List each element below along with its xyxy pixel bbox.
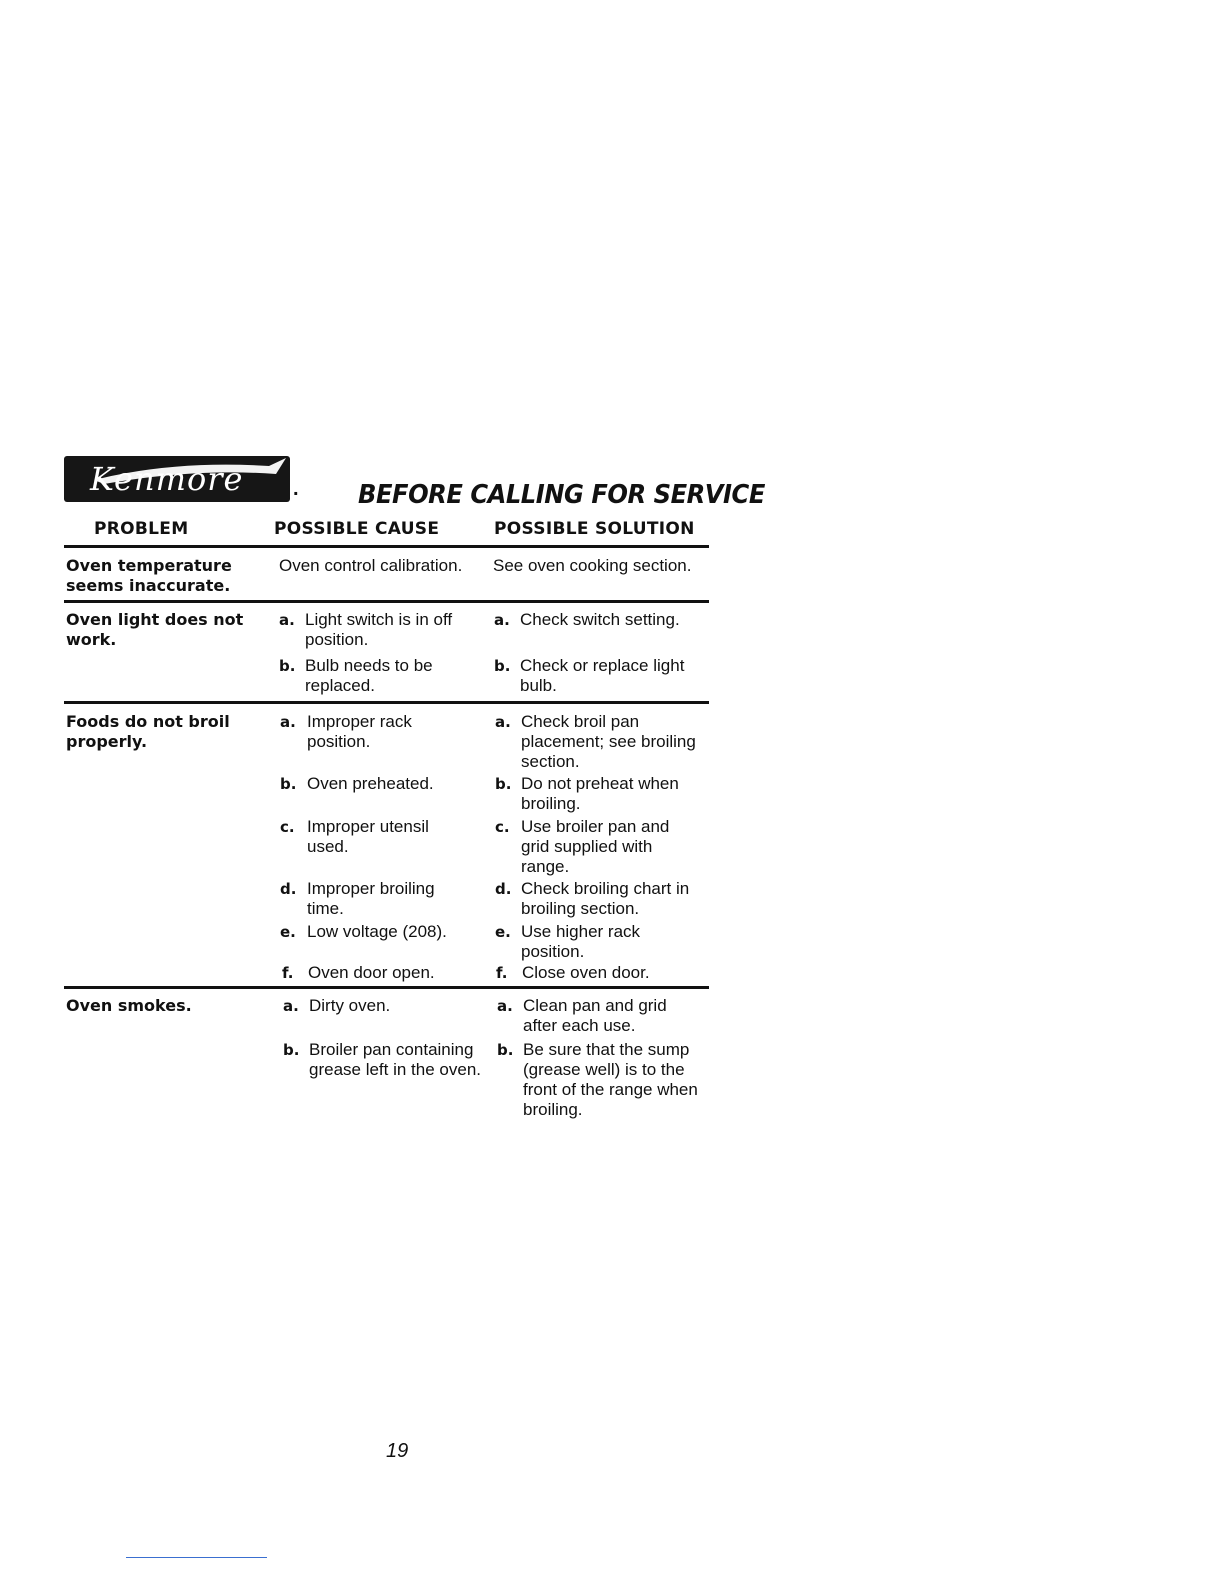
- item-letter: a.: [495, 713, 511, 731]
- solution-text: Close oven door.: [522, 963, 650, 982]
- item-letter: c.: [280, 818, 295, 836]
- item-letter: b.: [494, 657, 511, 675]
- item-letter: f.: [496, 964, 508, 982]
- item-letter: a.: [494, 611, 510, 629]
- cause-text: Broiler pan containing grease left in the oven.: [309, 1040, 482, 1079]
- problem-foods-broil: Foods do not broil properly.: [66, 712, 230, 751]
- solution-text: Be sure that the sump (grease well) is to the front of the range when broiling.: [523, 1040, 698, 1119]
- problem-oven-smokes: Oven smokes.: [66, 996, 192, 1015]
- logo-dot: .: [293, 478, 299, 500]
- divider: [64, 986, 709, 989]
- item-letter: e.: [280, 923, 296, 941]
- divider: [64, 600, 709, 603]
- cause-text: Improper broiling time.: [307, 879, 435, 918]
- solution-text: Clean pan and grid after each use.: [523, 996, 667, 1035]
- item-letter: d.: [495, 880, 512, 898]
- header-problem: PROBLEM: [94, 519, 189, 539]
- cause-text: Improper utensil used.: [307, 817, 429, 856]
- problem-oven-light: Oven light does not work.: [66, 610, 244, 649]
- cause-text: Oven control calibration.: [279, 556, 463, 575]
- kenmore-logo: [64, 456, 290, 502]
- cause-text: Improper rack position.: [307, 712, 412, 751]
- divider: [64, 701, 709, 704]
- item-letter: b.: [495, 775, 512, 793]
- solution-text: Check broil pan placement; see broiling section.: [521, 712, 696, 771]
- header-cause: POSSIBLE CAUSE: [274, 519, 440, 539]
- footer-line: [126, 1557, 267, 1558]
- item-letter: a.: [279, 611, 295, 629]
- item-letter: b.: [283, 1041, 300, 1059]
- item-letter: a.: [283, 997, 299, 1015]
- cause-text: Low voltage (208).: [307, 922, 447, 941]
- item-letter: b.: [280, 775, 297, 793]
- solution-text: Check broiling chart in broiling section.: [521, 879, 690, 918]
- solution-text: Check switch setting.: [520, 610, 680, 629]
- item-letter: b.: [497, 1041, 514, 1059]
- item-letter: e.: [495, 923, 511, 941]
- item-letter: c.: [495, 818, 510, 836]
- page-number: 19: [386, 1440, 409, 1462]
- logo-text: Kenmore: [90, 460, 244, 498]
- page-title: BEFORE CALLING FOR SERVICE: [358, 480, 765, 510]
- solution-text: Check or replace light bulb.: [520, 656, 685, 695]
- cause-text: Oven door open.: [308, 963, 435, 982]
- cause-text: Dirty oven.: [309, 996, 391, 1015]
- cause-text: Light switch is in off position.: [305, 610, 453, 649]
- solution-text: Use higher rack position.: [521, 922, 641, 961]
- header-solution: POSSIBLE SOLUTION: [494, 519, 695, 539]
- item-letter: a.: [280, 713, 296, 731]
- item-letter: d.: [280, 880, 297, 898]
- divider: [64, 545, 709, 548]
- item-letter: a.: [497, 997, 513, 1015]
- solution-text: Use broiler pan and grid supplied with range.: [521, 817, 670, 876]
- solution-text: Do not preheat when broiling.: [521, 774, 679, 813]
- solution-text: See oven cooking section.: [493, 556, 692, 575]
- problem-oven-temperature: Oven temperature seems inaccurate.: [66, 556, 232, 595]
- item-letter: f.: [282, 964, 294, 982]
- cause-text: Bulb needs to be replaced.: [305, 656, 433, 695]
- item-letter: b.: [279, 657, 296, 675]
- cause-text: Oven preheated.: [307, 774, 434, 793]
